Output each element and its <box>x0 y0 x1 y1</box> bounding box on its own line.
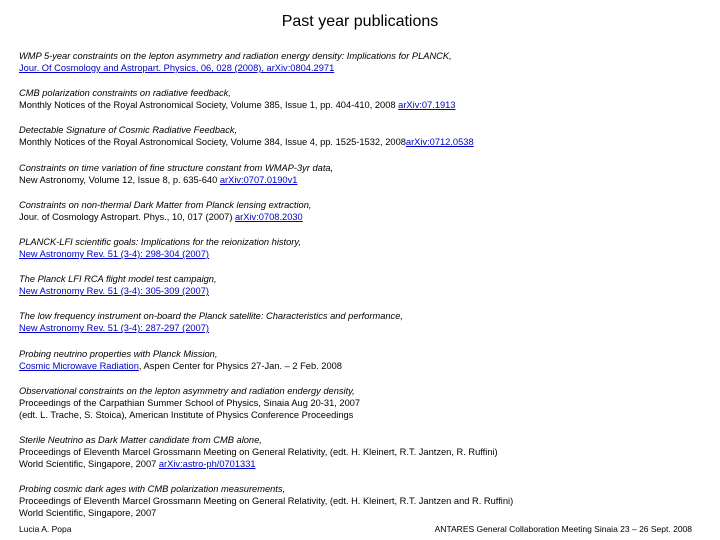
citation-text: Monthly Notices of the Royal Astronomical Society, Volume 385, Issue 1, pp. 404-410, 2008 <box>19 100 399 111</box>
publication-citation <box>19 322 709 334</box>
citation-text-after: , Aspen Center for Physics 27-Jan. – 2 Feb. 2008 <box>138 360 342 371</box>
publication-citation <box>19 99 709 111</box>
citation-link[interactable]: arXiv:07.1913 <box>398 100 456 111</box>
publication-title: The low frequency instrument on-board the Planck satellite: Characteristics and performance, <box>19 311 403 322</box>
citation-text: World Scientific, Singapore, 2007 <box>19 508 157 519</box>
citation-link[interactable]: New Astronomy Rev. 51 (3-4): 287-297 (2007) <box>19 323 209 334</box>
publication-title: Constraints on time variation of fine structure constant from WMAP-3yr data, <box>19 162 334 173</box>
publication-item <box>19 434 709 470</box>
citation-text: Proceedings of Eleventh Marcel Grossmann Meeting on General Relativity, (edt. H. Kleinert, R.T. Jantzen and R. Ruffini) <box>19 496 514 507</box>
citation-text: (edt. L. Trache, S. Stoica), American Institute of Physics Conference Proceedings <box>19 409 354 420</box>
citation-link[interactable]: New Astronomy Rev. 51 (3-4): 305-309 (2007) <box>19 286 209 297</box>
publication-citation <box>19 397 709 409</box>
publication-citation <box>19 62 709 74</box>
footer-author: Lucia A. Popa <box>19 524 72 534</box>
page-title: Past year publications <box>281 13 439 30</box>
publication-title: PLANCK-LFI scientific goals: Implications for the reionization history, <box>19 236 301 247</box>
publication-item <box>19 483 709 519</box>
publication-title: CMB polarization constraints on radiative feedback, <box>19 88 231 99</box>
citation-text: Jour. of Cosmology Astropart. Phys., 10, 017 (2007) <box>19 211 236 222</box>
publication-item <box>19 50 709 74</box>
publication-citation <box>19 285 709 297</box>
publication-item <box>19 199 709 223</box>
publication-title: Sterile Neutrino as Dark Matter candidate from CMB alone, <box>19 434 262 445</box>
publication-citation <box>19 211 709 223</box>
publication-title: Constraints on non-thermal Dark Matter from Planck lensing extraction, <box>19 199 312 210</box>
citation-link[interactable]: arXiv:0707.0190v1 <box>219 174 298 185</box>
publication-item <box>19 236 709 260</box>
publication-list <box>19 50 709 532</box>
publication-title: Observational constraints on the lepton asymmetry and radiation endergy density, <box>19 385 355 396</box>
publication-citation <box>19 360 709 372</box>
publication-title: WMP 5-year constraints on the lepton asymmetry and radiation energy density: Implications for PLANCK, <box>19 51 452 61</box>
citation-link[interactable]: Cosmic Microwave Radiation <box>19 360 139 371</box>
publication-citation <box>19 507 709 519</box>
citation-link[interactable]: Jour. Of Cosmology and Astropart. Physics, 06, 028 (2008), arXiv:0804.2971 <box>19 63 335 73</box>
citation-link[interactable]: arXiv:0708.2030 <box>235 211 303 222</box>
publication-title: Probing neutrino properties with Planck Mission, <box>19 348 218 359</box>
publication-title: The Planck LFI RCA flight model test campaign, <box>19 274 217 285</box>
publication-item <box>19 124 709 148</box>
publication-item <box>19 162 709 186</box>
citation-text: World Scientific, Singapore, 2007 <box>19 458 159 469</box>
footer-meeting: ANTARES General Collaboration Meeting Sinaia 23 – 26 Sept. 2008 <box>434 524 692 534</box>
publication-citation <box>19 446 709 458</box>
publication-citation <box>19 174 709 186</box>
citation-text: Monthly Notices of the Royal Astronomical Society, Volume 384, Issue 4, pp. 1525-1532, 2008 <box>19 137 406 148</box>
publication-title: Detectable Signature of Cosmic Radiative Feedback, <box>19 125 238 136</box>
publication-title: Probing cosmic dark ages with CMB polarization measurements, <box>19 484 286 495</box>
citation-text: Proceedings of the Carpathian Summer School of Physics, Sinaia Aug 20-31, 2007 <box>19 397 361 408</box>
publication-citation <box>19 495 709 507</box>
publication-citation <box>19 136 709 148</box>
publication-item <box>19 310 709 334</box>
publication-citation <box>19 458 709 470</box>
publication-item <box>19 385 709 421</box>
publication-item <box>19 348 709 372</box>
publication-citation <box>19 409 709 421</box>
citation-link[interactable]: arXiv:0712.0538 <box>405 137 474 148</box>
citation-link[interactable]: New Astronomy Rev. 51 (3-4): 298-304 (2007) <box>19 248 209 259</box>
citation-text: New Astronomy, Volume 12, Issue 8, p. 635-640 <box>19 174 220 185</box>
publication-item <box>19 273 709 297</box>
publication-citation <box>19 248 709 260</box>
citation-text: Proceedings of Eleventh Marcel Grossmann Meeting on General Relativity, (edt. H. Kleinert, R.T. Jantzen, R. Ruffini) <box>19 446 498 457</box>
citation-link[interactable]: arXiv:astro-ph/0701331 <box>158 458 256 469</box>
publication-item <box>19 87 709 111</box>
